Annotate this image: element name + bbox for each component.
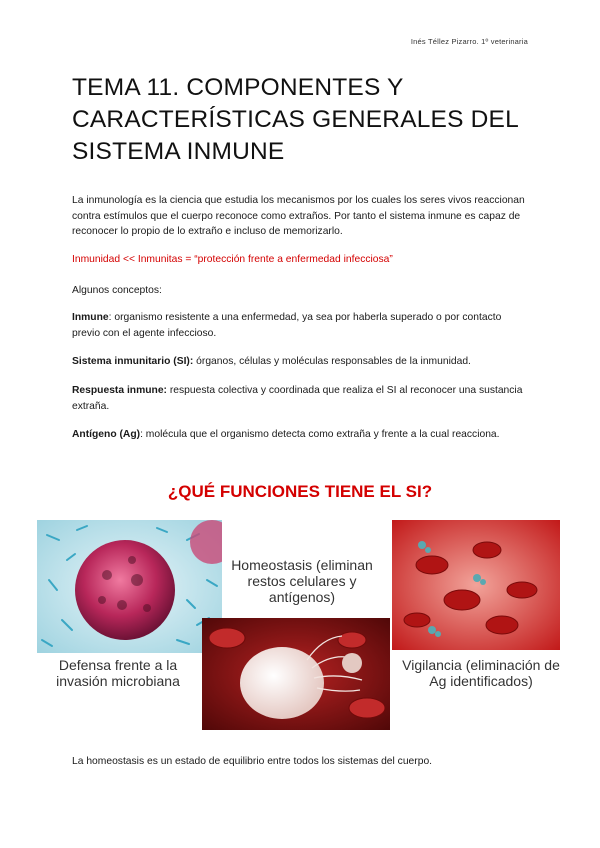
- concept-antigeno: [72, 427, 532, 443]
- author-note: Inés Téllez Pizarro. 1º veterinaria: [410, 37, 528, 46]
- immune-cell-image: [37, 520, 222, 653]
- blood-vessel-illustration: [392, 520, 560, 650]
- immune-functions-figure: [37, 520, 560, 735]
- caption-defense: Defensa frente a la invasión microbiana: [56, 657, 180, 689]
- page-title: TEMA 11. COMPONENTES Y CARACTERÍSTICAS GENERALES DEL SISTEMA INMUNE: [72, 74, 518, 165]
- macrophage-image: [202, 618, 390, 730]
- concept-sistema-inmunitario: [72, 354, 532, 370]
- concept-term: Inmune: [72, 312, 109, 323]
- immune-cell-illustration: [37, 520, 222, 653]
- concept-definition: molécula que el organismo detecta como extraña y frente a la cual reacciona.: [145, 429, 500, 440]
- concept-definition: organismo resistente a una enfermedad, ya sea por haberla superado o por contacto previo con el agente infeccioso.: [72, 312, 502, 339]
- etymology-line: Inmunidad << Inmunitas = “protección frente a enfermedad infecciosa”: [72, 254, 393, 265]
- functions-heading: ¿QUÉ FUNCIONES TIENE EL SI?: [167, 482, 433, 501]
- concept-definition: órganos, células y moléculas responsables de la inmunidad.: [196, 356, 471, 367]
- concepts-intro: Algunos conceptos:: [72, 285, 162, 296]
- blood-vessel-image: [392, 520, 560, 650]
- concept-term: Antígeno (Ag): [72, 429, 141, 440]
- caption-vigilance: Vigilancia (eliminación de Ag identificados): [402, 657, 560, 689]
- concept-definition: respuesta colectiva y coordinada que realiza el SI al reconocer una sustancia extraña.: [72, 385, 523, 412]
- concept-separator: :: [140, 429, 146, 440]
- caption-homeostasis: Homeostasis (eliminan restos celulares y antígenos): [231, 557, 373, 605]
- concept-term: Sistema inmunitario (SI):: [72, 356, 194, 367]
- concept-term: Respuesta inmune:: [72, 385, 167, 396]
- intro-paragraph: La inmunología es la ciencia que estudia los mecanismos por los cuales los seres vivos reaccionan contra estímulos que el cuerpo reconoce como extraños. Por tanto el sistema inmune es capaz de reconocer lo propio de lo extraño e incluso de memorizarlo.: [72, 195, 525, 237]
- macrophage-illustration: [202, 618, 390, 730]
- concept-inmune: [72, 310, 532, 341]
- concept-respuesta-inmune: [72, 383, 532, 414]
- concept-separator: :: [108, 312, 115, 323]
- closing-paragraph: La homeostasis es un estado de equilibrio entre todos los sistemas del cuerpo.: [72, 756, 433, 767]
